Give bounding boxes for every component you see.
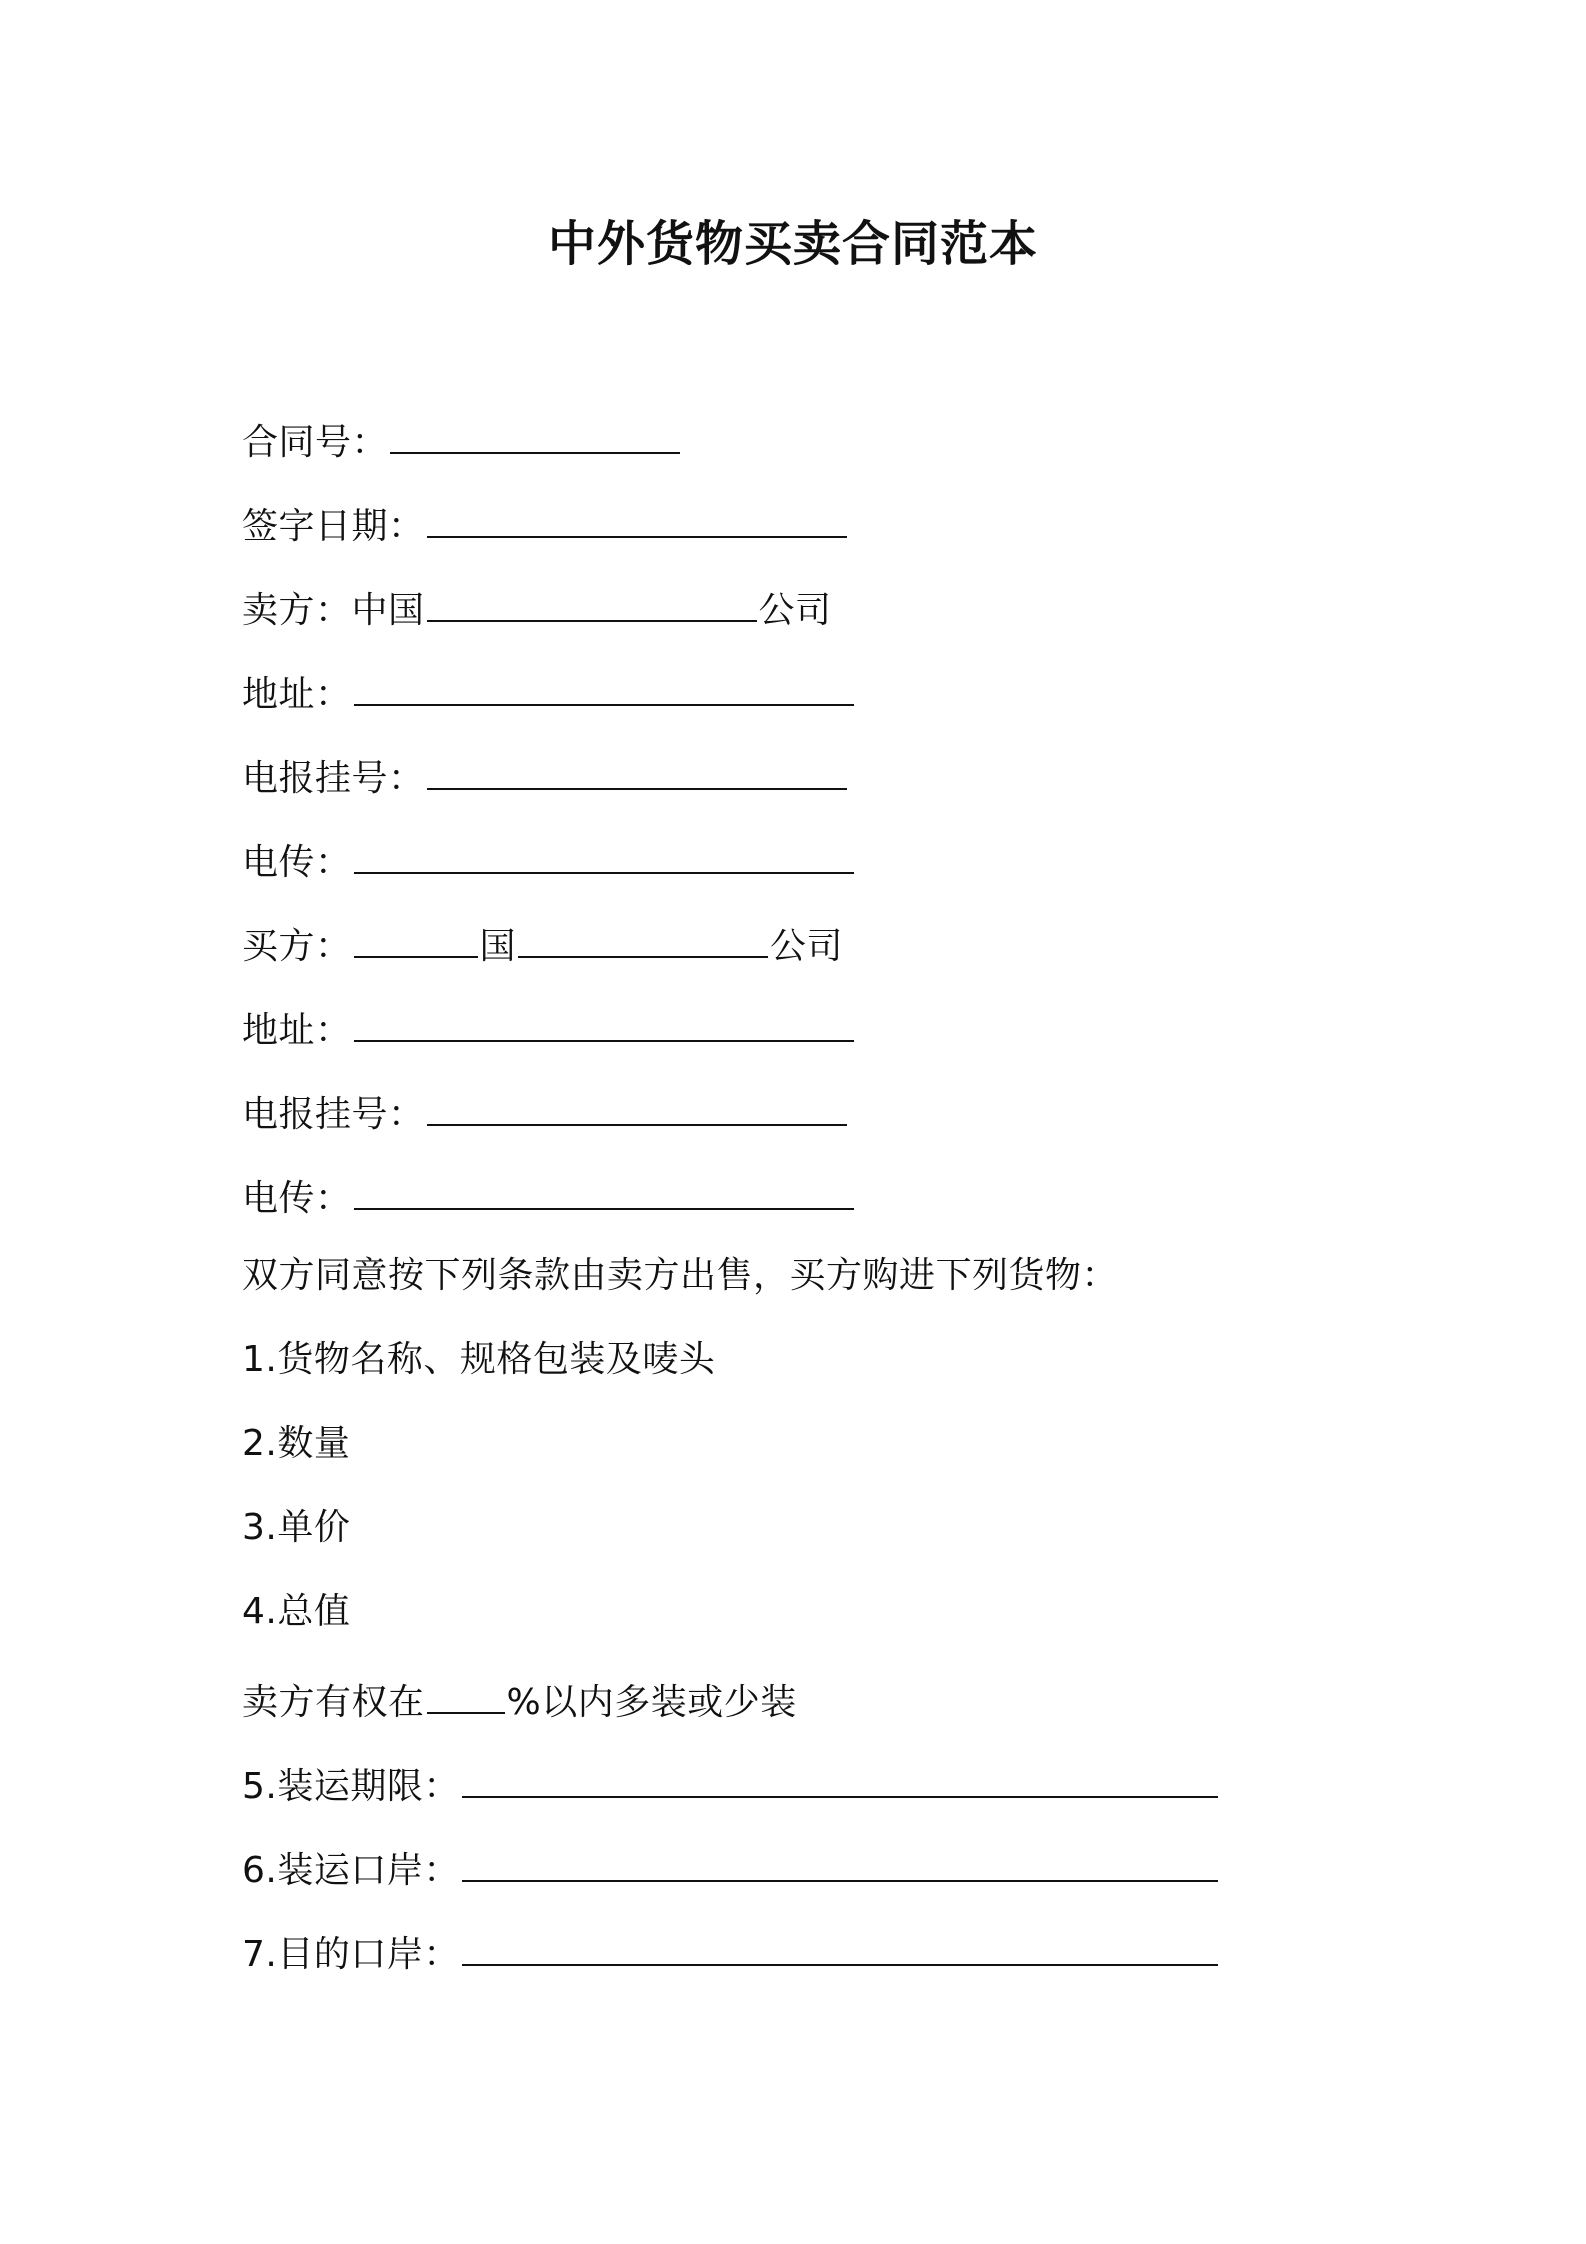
- seller-line: [242, 576, 1362, 660]
- buyer-cable-blank: [427, 1080, 847, 1126]
- seller-company-suffix: 公司: [758, 590, 832, 631]
- seller-address-line: [242, 660, 1362, 744]
- seller-name-blank: [427, 576, 757, 622]
- item-1-goods: 1.货物名称、规格包装及唛头: [242, 1339, 716, 1380]
- contract-number-blank: [390, 408, 680, 454]
- item-4-total-value: 4.总值: [242, 1591, 351, 1632]
- item-7-destination-port-line: [242, 1920, 1362, 2004]
- seller-cable-label: 电报挂号：: [242, 758, 425, 799]
- agreement-line: 双方同意按下列条款由卖方出售，买方购进下列货物：: [242, 1255, 1119, 1296]
- sign-date-blank: [427, 492, 847, 538]
- buyer-label: 买方：: [242, 926, 352, 967]
- contract-number-label: 合同号：: [242, 422, 389, 463]
- seller-fax-blank: [354, 828, 854, 874]
- destination-port-blank: [462, 1920, 1218, 1966]
- seller-address-blank: [354, 660, 854, 706]
- shipment-period-blank: [462, 1752, 1218, 1798]
- document-title: 中外货物买卖合同范本: [547, 216, 1038, 272]
- loading-port-blank: [462, 1836, 1218, 1882]
- tolerance-suffix: %以内多装或少装: [506, 1682, 797, 1723]
- item-5-shipment-line: [242, 1752, 1362, 1836]
- tolerance-prefix: 卖方有权在: [242, 1682, 425, 1723]
- buyer-cable-line: [242, 1080, 1362, 1164]
- buyer-address-line: [242, 996, 1362, 1080]
- buyer-fax-blank: [354, 1164, 854, 1210]
- buyer-country-suffix: 国: [479, 926, 517, 967]
- buyer-address-blank: [354, 996, 854, 1042]
- buyer-fax-line: [242, 1164, 1362, 1248]
- sign-date-label: 签字日期：: [242, 506, 425, 547]
- contract-body: [242, 408, 1362, 2004]
- sign-date-line: [242, 492, 1362, 576]
- seller-fax-label: 电传：: [242, 842, 352, 883]
- item-2-quantity: 2.数量: [242, 1423, 351, 1464]
- seller-cable-line: [242, 744, 1362, 828]
- buyer-address-label: 地址：: [242, 1010, 352, 1051]
- buyer-company-suffix: 公司: [770, 926, 844, 967]
- seller-cable-blank: [427, 744, 847, 790]
- item-7-label: 7.目的口岸：: [242, 1934, 460, 1975]
- seller-label: 卖方：: [242, 590, 352, 631]
- tolerance-line: [242, 1668, 1362, 1752]
- item-3-unit-price: 3.单价: [242, 1507, 351, 1548]
- buyer-fax-label: 电传：: [242, 1178, 352, 1219]
- buyer-name-blank: [518, 912, 768, 958]
- seller-prefix: 中国: [351, 590, 425, 631]
- item-6-loading-port-line: [242, 1836, 1362, 1920]
- buyer-cable-label: 电报挂号：: [242, 1094, 425, 1135]
- buyer-country-blank: [354, 912, 478, 958]
- item-6-label: 6.装运口岸：: [242, 1850, 460, 1891]
- seller-address-label: 地址：: [242, 674, 352, 715]
- buyer-line: [242, 912, 1362, 996]
- tolerance-percent-blank: [427, 1668, 505, 1714]
- contract-number-line: [242, 408, 1362, 492]
- item-5-label: 5.装运期限：: [242, 1766, 460, 1807]
- seller-fax-line: [242, 828, 1362, 912]
